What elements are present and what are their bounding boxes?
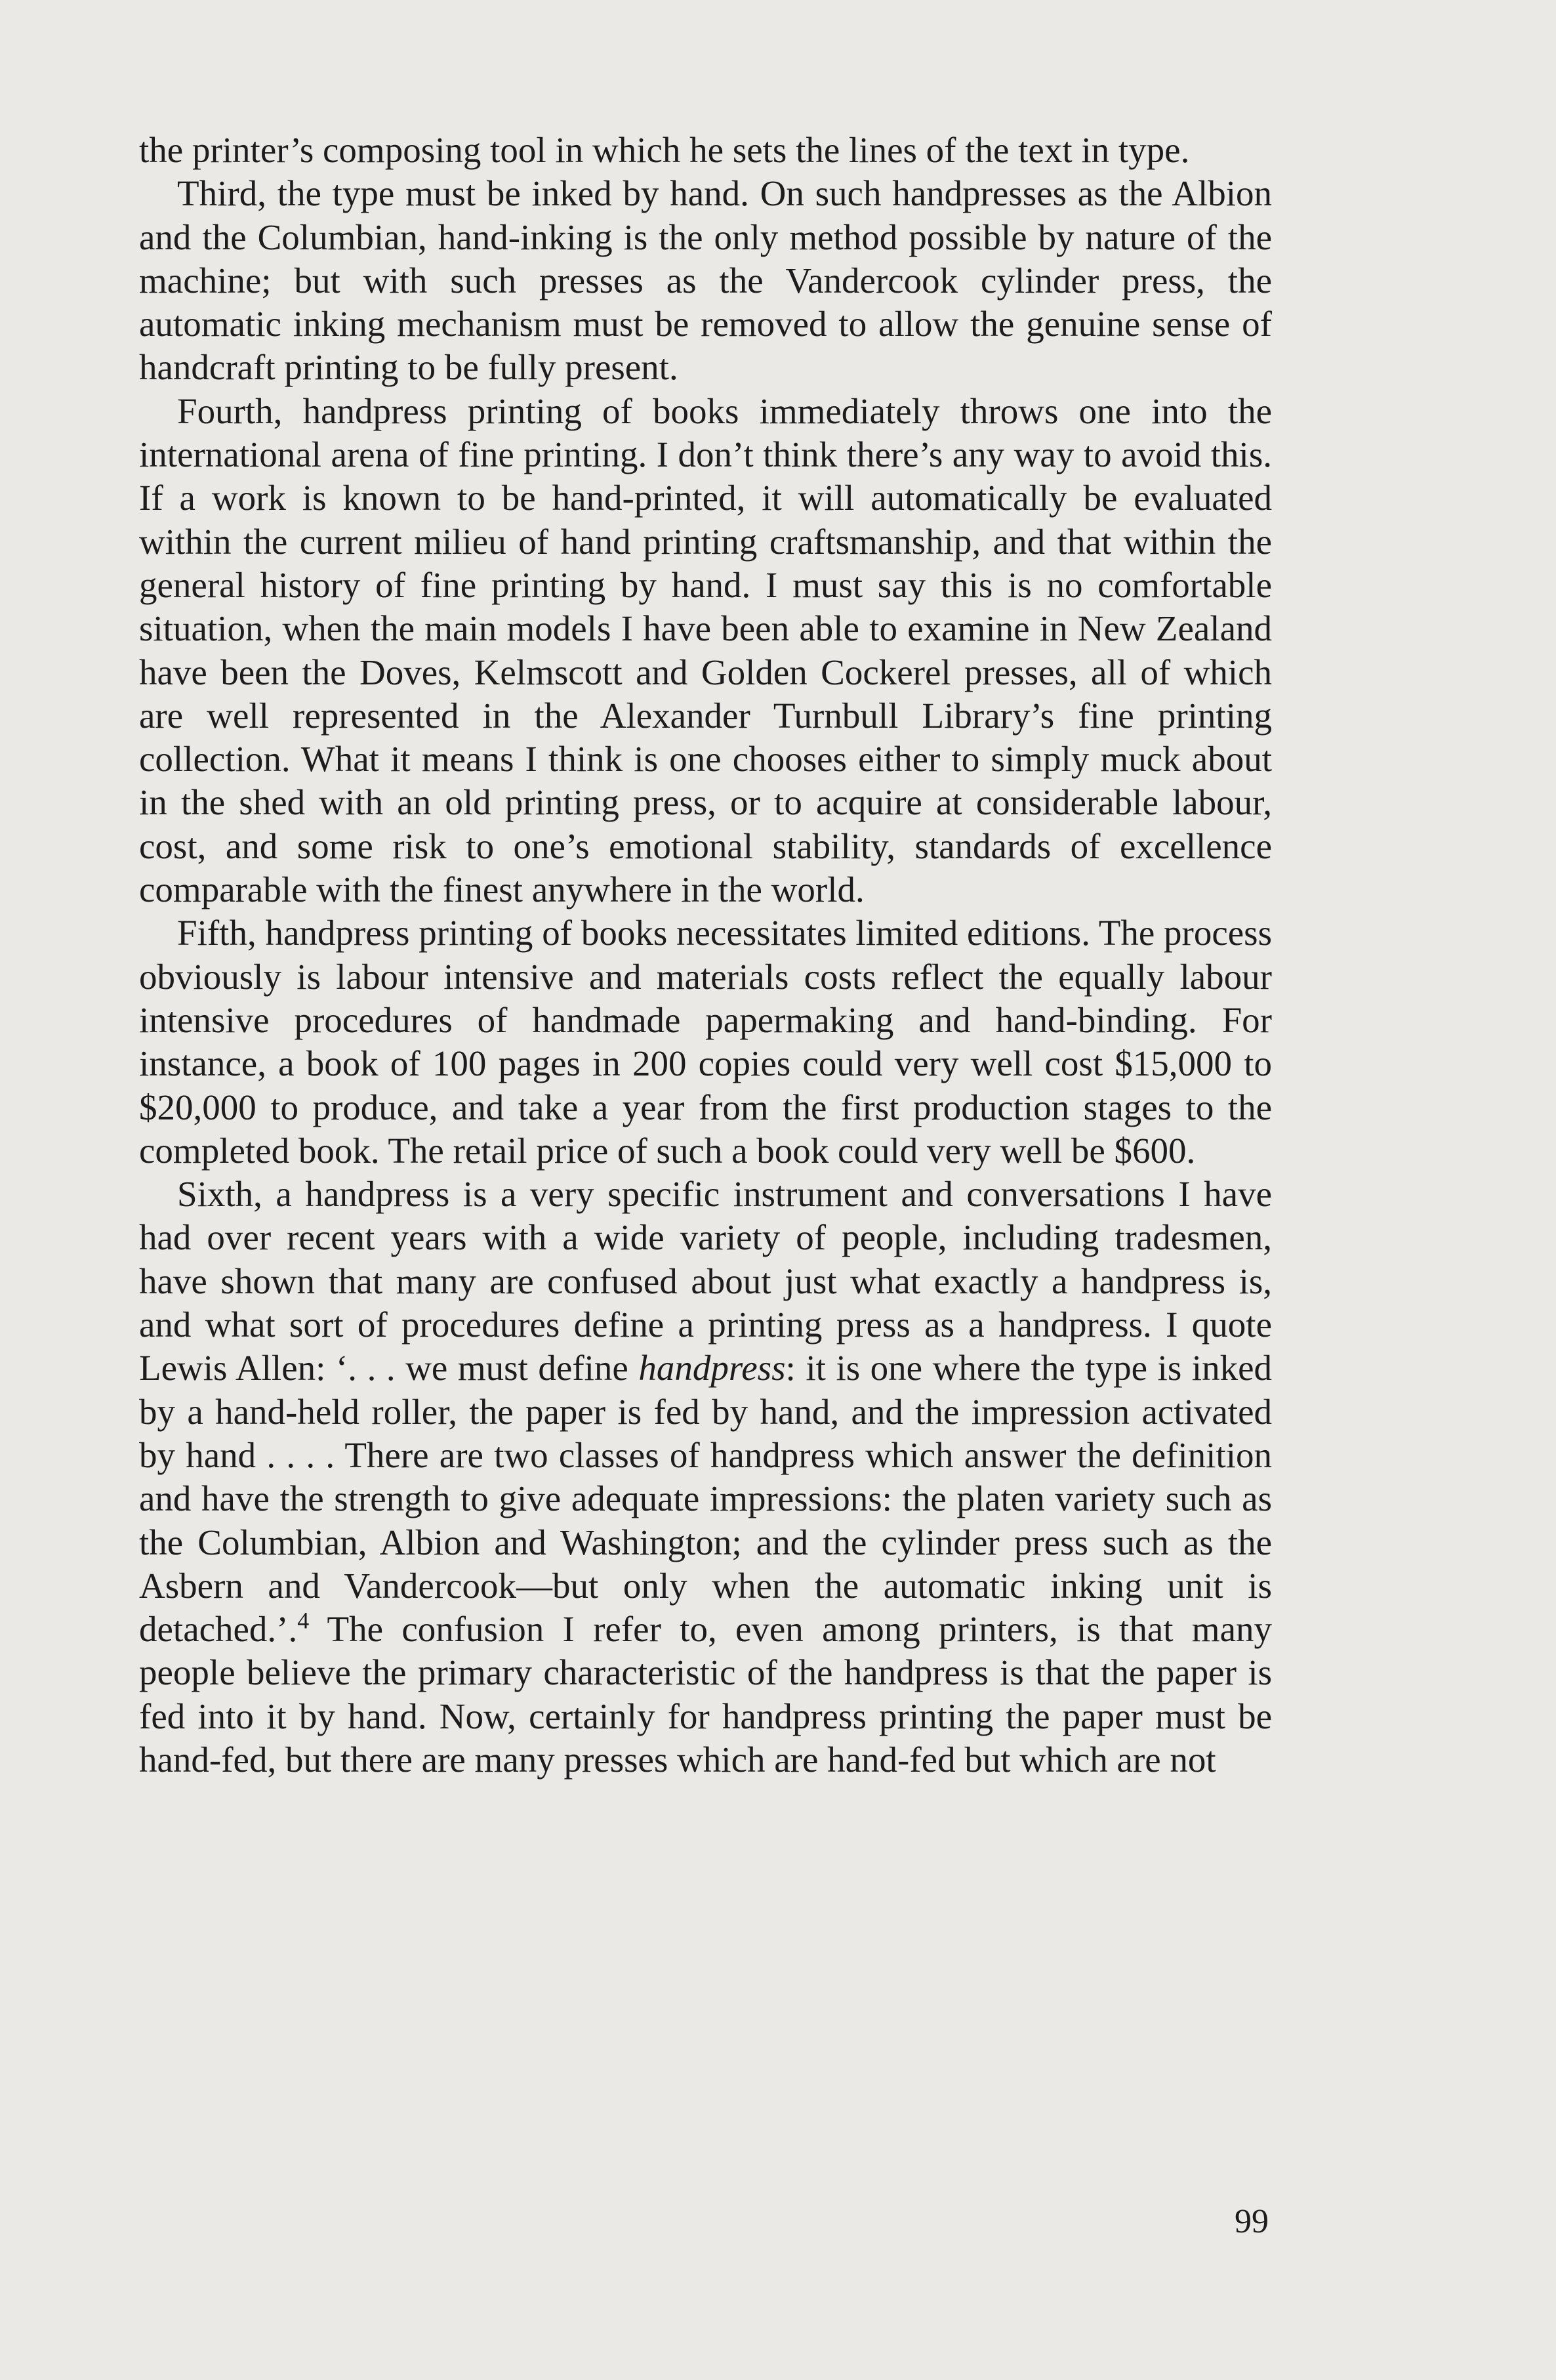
paragraph-fourth: Fourth, handpress printing of books immediately throws one into the international arena of fine printing. I don’t think there’s any way to avoid this. If a work is known to be hand-printed, it will automatically be evaluated within the current milieu of hand printing craftsmanship, and that within the general history of fine printing by hand. I must say this is no comfortable situation, when the main models I have been able to examine in New Zealand have been the Doves, Kelmscott and Golden Cockerel presses, all of which are well represented in the Alexander Turnbull Library’s fine printing collection. What it means I think is one chooses either to simply muck about in the shed with an old printing press, or to acquire at considerable labour, cost, and some risk to one’s emotional stability, standards of excellence comparable with the finest anywhere in the world. (139, 390, 1272, 910)
paragraph-continuation: the printer’s composing tool in which he sets the lines of the text in type. (139, 130, 1190, 170)
paragraph-sixth-part-1: Sixth, a handpress is a very specific instrument and conversations I have had over recent years with a wide variety of people, including tradesmen, have shown that many are confused about just what exactly a handpress is, and what sort of procedures define a printing press as a handpress. I quote Lewis Allen: ‘. . . we must define (139, 1174, 1272, 1388)
paragraph-third: Third, the type must be inked by hand. On such handpresses as the Albion and the Columbian, hand-inking is the only method possible by nature of the machine; but with such presses as the Vandercook cylinder press, the automatic inking mechanism must be removed to allow the genuine sense of handcraft printing to be fully present. (139, 173, 1272, 388)
body-text (139, 129, 1272, 1782)
page-number: 99 (1235, 2203, 1269, 2240)
paragraph-fifth: Fifth, handpress printing of books necessitates limited editions. The process obviously is labour intensive and materials costs reflect the equally labour intensive procedures of handmade papermaking and hand-binding. For instance, a book of 100 pages in 200 copies could very well cost $15,000 to $20,000 to produce, and take a year from the first production stages to the completed book. The retail price of such a book could very well be $600. (139, 913, 1272, 1171)
italic-term: handpress (638, 1348, 786, 1388)
paragraph-sixth-part-2: : it is one where the type is inked by a hand-held roller, the paper is fed by hand, and the impression activated by hand . . . . There are two classes of handpress which answer the definition and have the strength to give adequate impressions: the platen variety such as the Columbian, Albion and Washington; and the cylinder press such as the Asbern and Vandercook—but only when the automatic inking unit is detached.’. (139, 1348, 1272, 1650)
footnote-reference[interactable]: 4 (297, 1607, 310, 1634)
paragraph-sixth-part-3: The confusion I refer to, even among printers, is that many people believe the primary characteristic of the handpress is that the paper is fed into it by hand. Now, certainly for handpress printing the paper must be hand-fed, but there are many presses which are hand-fed but which are not (139, 1609, 1272, 1780)
paragraph-sixth (139, 1173, 1272, 1782)
